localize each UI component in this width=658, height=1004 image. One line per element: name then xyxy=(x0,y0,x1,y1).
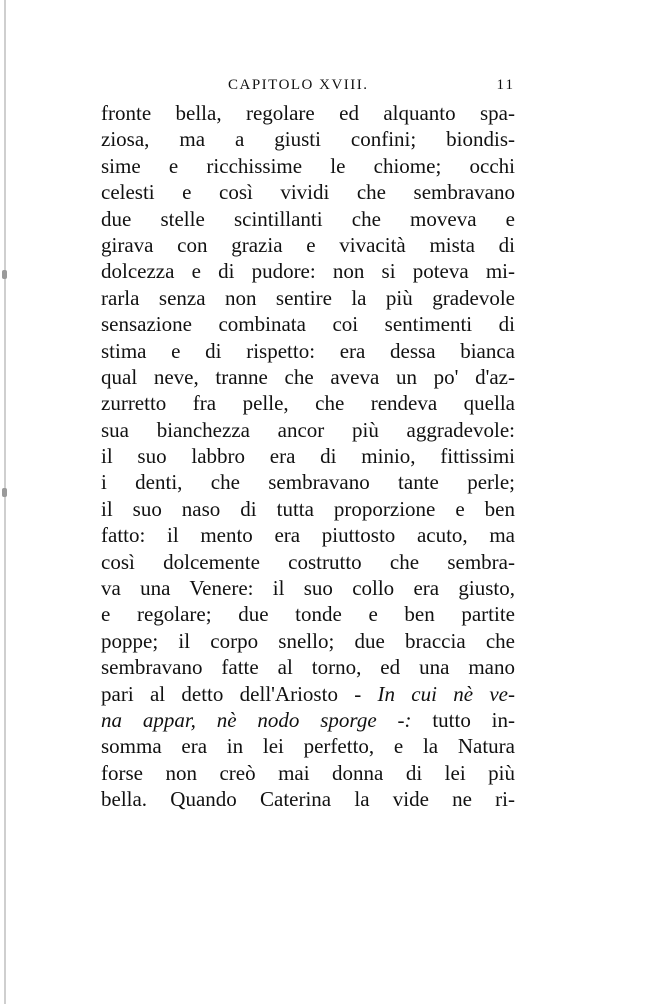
italic-quote: na appar, nè nodo sporge -: xyxy=(101,707,412,732)
text-line: na appar, nè nodo sporge -: tutto in- xyxy=(101,707,515,732)
text-line: zurretto fra pelle, che rendeva quella xyxy=(101,391,515,416)
text-line: così dolcemente costrutto che sembra- xyxy=(101,549,515,574)
text-line: sensazione combinata coi sentimenti di xyxy=(101,312,515,337)
text-line: poppe; il corpo snello; due braccia che xyxy=(101,628,515,653)
text-line: stima e di rispetto: era dessa bianca xyxy=(101,338,515,363)
page-header xyxy=(100,74,515,102)
text-line: va una Venere: il suo collo era giusto, xyxy=(101,576,515,601)
text-line: girava con grazia e vivacità mista di xyxy=(101,232,515,257)
margin-mark xyxy=(2,270,7,279)
text-line: somma era in lei perfetto, e la Natura xyxy=(101,734,515,759)
text-line: il suo naso di tutta proporzione e ben xyxy=(101,496,515,521)
text-line: ziosa, ma a giusti confini; biondis- xyxy=(101,127,515,152)
margin-mark xyxy=(2,488,7,497)
text-line: qual neve, tranne che aveva un po' d'az- xyxy=(101,364,515,389)
text-line: sime e ricchissime le chiome; occhi xyxy=(101,153,515,178)
page-number: 11 xyxy=(496,77,515,93)
body-text xyxy=(101,100,515,813)
text-line: fronte bella, regolare ed alquanto spa- xyxy=(101,101,515,125)
text-line: rarla senza non sentire la più gradevole xyxy=(101,285,515,310)
running-title: CAPITOLO XVIII. xyxy=(228,77,369,93)
text-line: fatto: il mento era piuttosto acuto, ma xyxy=(101,523,515,548)
text-line: bella. Quando Caterina la vide ne ri- xyxy=(101,787,515,812)
text-line: dolcezza e di pudore: non si poteva mi- xyxy=(101,259,515,284)
text-line: i denti, che sembravano tante perle; xyxy=(101,470,515,495)
text-line: sua bianchezza ancor più aggradevole: xyxy=(101,417,515,442)
text-line: sembravano fatte al torno, ed una mano xyxy=(101,655,515,680)
text-line: forse non creò mai donna di lei più xyxy=(101,760,515,785)
text-line: celesti e così vividi che sembravano xyxy=(101,180,515,205)
page-edge xyxy=(4,0,6,1004)
text-line: il suo labbro era di minio, fittissimi xyxy=(101,444,515,469)
text-line: pari al detto dell'Ariosto - In cui nè ve- xyxy=(101,681,515,706)
text-line: due stelle scintillanti che moveva e xyxy=(101,206,515,231)
italic-quote: In cui nè ve- xyxy=(377,681,515,706)
text-line: e regolare; due tonde e ben partite xyxy=(101,602,515,627)
